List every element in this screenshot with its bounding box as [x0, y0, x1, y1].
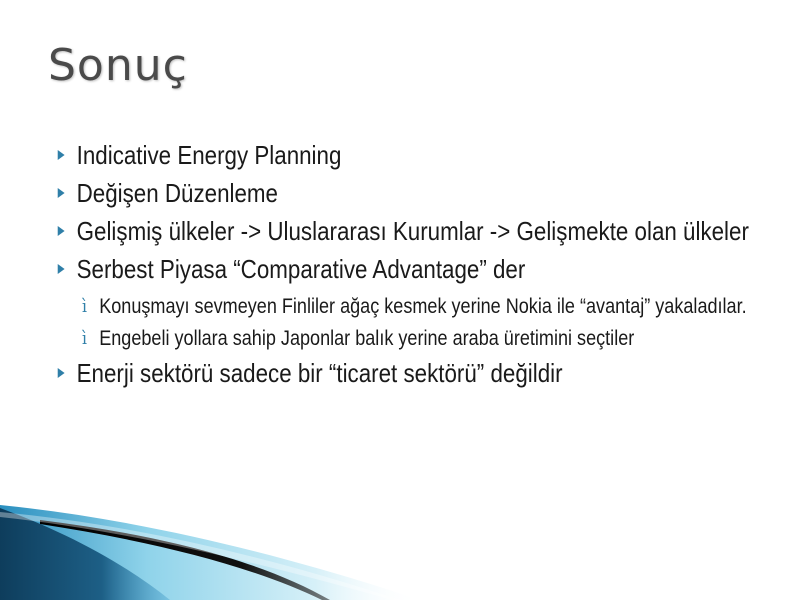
slide-title: Sonuç [48, 40, 188, 91]
bullet-text: Serbest Piyasa “Comparative Advantage” der [76, 254, 526, 284]
bullet-text: Enerji sektörü sadece bir “ticaret sektörü” değildir [76, 358, 563, 388]
sub-bullet-text: Konuşmayı sevmeyen Finliler ağaç kesmek yerine Nokia ile “avantaj” yakaladılar. [99, 295, 747, 318]
sub-bullet-text: Engebeli yollara sahip Japonlar balık yerine araba üretimini seçtiler [99, 327, 635, 350]
bullet-text: Değişen Düzenleme [76, 178, 279, 208]
sub-bullet-icon: ì [82, 328, 87, 349]
bullet-text: Indicative Energy Planning [76, 140, 342, 170]
sub-bullet-icon: ì [82, 296, 87, 317]
bullet-text: Gelişmiş ülkeler -> Uluslararası Kurumlar -> Gelişmekte olan ülkeler [76, 216, 749, 246]
